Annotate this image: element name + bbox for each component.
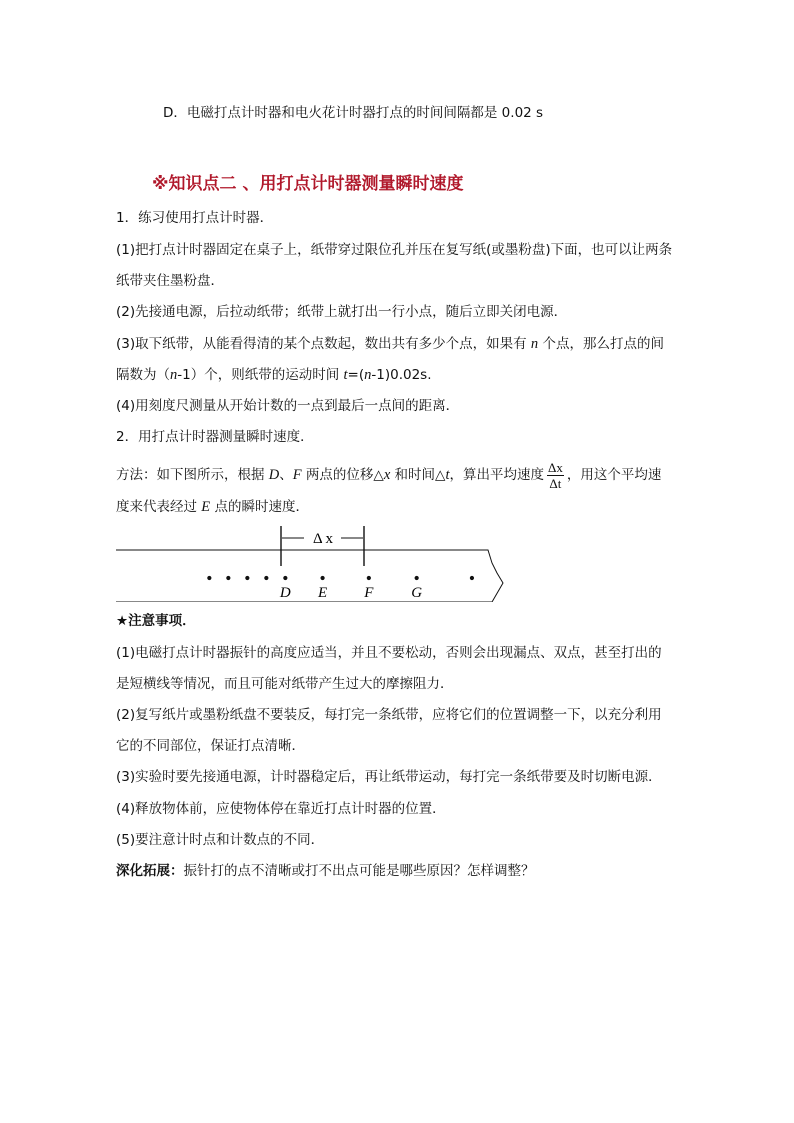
tape-outline — [116, 550, 503, 602]
method-text-f: 度来代表经过 — [116, 499, 202, 515]
method-line2 — [116, 497, 309, 517]
step3-text-a: (3)取下纸带，从能看得清的某个点数起，数出共有多少个点，如果有 — [116, 336, 531, 352]
method-line1 — [116, 458, 661, 492]
var-n: n — [530, 336, 539, 352]
note2-line2: 它的不同部位，保证打点清晰． — [116, 738, 305, 754]
note1-line2: 是短横线等情况，而且可能对纸带产生过大的摩擦阻力． — [116, 676, 454, 692]
extension-label: 深化拓展： — [116, 863, 184, 879]
tape-dot-G — [415, 576, 419, 580]
method-text-b: 两点的位移△ — [301, 467, 384, 483]
tape-dot-4 — [264, 576, 268, 580]
step1-line1: (1)把打点计时器固定在桌子上，纸带穿过限位孔并压在复写纸(或墨粉盘)下面，也可以让两条 — [116, 242, 673, 258]
tape-dots — [207, 576, 474, 601]
step3-text-b: 个点，那么打点的间 — [538, 336, 664, 352]
step3-line2 — [116, 365, 432, 385]
point-label-D: D — [279, 585, 291, 601]
tape-dot-1 — [207, 576, 211, 580]
var-t2: t — [445, 467, 450, 483]
step1-line2: 纸带夹住墨粉盘． — [116, 273, 224, 289]
extension — [116, 861, 535, 881]
method-text-g: 点的瞬时速度． — [210, 499, 309, 515]
var-x: x — [383, 467, 391, 483]
tape-dot-extra — [470, 576, 474, 580]
var-E: E — [201, 499, 211, 515]
note2-line1: (2)复写纸片或墨粉纸盘不要装反，每打完一条纸带，应将它们的位置调整一下，以充分利用 — [116, 707, 662, 723]
delta-x-label: Δ x — [312, 531, 334, 547]
method-text-c: 和时间△ — [390, 467, 446, 483]
option-d: D．电磁打点计时器和电火花计时器打点的时间间隔都是 0.02 s — [163, 105, 544, 121]
tape-dot-D — [283, 576, 287, 580]
fraction-denominator: Δt — [549, 475, 562, 491]
step3-text-d: -1）个，则纸带的运动时间 — [177, 367, 344, 383]
method-text-d: ，算出平均速度 — [449, 467, 544, 483]
var-D: D — [268, 467, 280, 483]
var-t: t — [343, 367, 348, 383]
step3-line1 — [116, 334, 664, 354]
note5: (5)要注意计时点和计数点的不同． — [116, 832, 325, 848]
average-velocity-fraction — [547, 460, 564, 491]
point-label-G: G — [411, 585, 423, 601]
notes-title: ★注意事项． — [116, 613, 196, 629]
section-title: ※知识点二 、用打点计时器测量瞬时速度 — [152, 174, 464, 194]
tape-dot-3 — [245, 576, 249, 580]
step4: (4)用刻度尺测量从开始计数的一点到最后一点间的距离． — [116, 398, 460, 414]
var-n2: n — [170, 367, 178, 383]
extension-text: 振针打的点不清晰或打不出点可能是哪些原因？怎样调整？ — [183, 863, 535, 879]
method-text-e: ，用这个平均速 — [566, 467, 662, 483]
tape-dot-2 — [226, 576, 230, 580]
var-F: F — [292, 467, 302, 483]
step2: (2)先接通电源，后拉动纸带；纸带上就打出一行小点，随后立即关闭电源． — [116, 304, 568, 320]
part1-title: 1．练习使用打点计时器． — [116, 210, 274, 226]
point-label-E: E — [317, 585, 328, 601]
step3-text-c: 隔数为（ — [116, 367, 170, 383]
part2-title: 2．用打点计时器测量瞬时速度． — [116, 429, 314, 445]
tape-dot-F — [367, 576, 371, 580]
fraction-numerator: Δx — [547, 459, 563, 475]
note1-line1: (1)电磁打点计时器振针的高度应适当，并且不要松动，否则会出现漏点、双点，甚至打出的 — [116, 645, 662, 661]
step3-text-f: -1)0.02s. — [371, 367, 432, 383]
var-n3: n — [364, 367, 372, 383]
ticker-tape-diagram — [116, 526, 508, 602]
note3: (3)实验时要先接通电源，计时器稳定后，再让纸带运动，每打完一条纸带要及时切断电源． — [116, 769, 662, 785]
method-text-a: 方法：如下图所示，根据 — [116, 467, 269, 483]
point-label-F: F — [364, 585, 374, 601]
method-sep: 、 — [279, 467, 293, 483]
step3-text-e: =( — [347, 367, 365, 383]
ticker-tape-svg — [116, 526, 508, 602]
note4: (4)释放物体前，应使物体停在靠近打点计时器的位置． — [116, 801, 446, 817]
tape-dot-E — [320, 576, 324, 580]
